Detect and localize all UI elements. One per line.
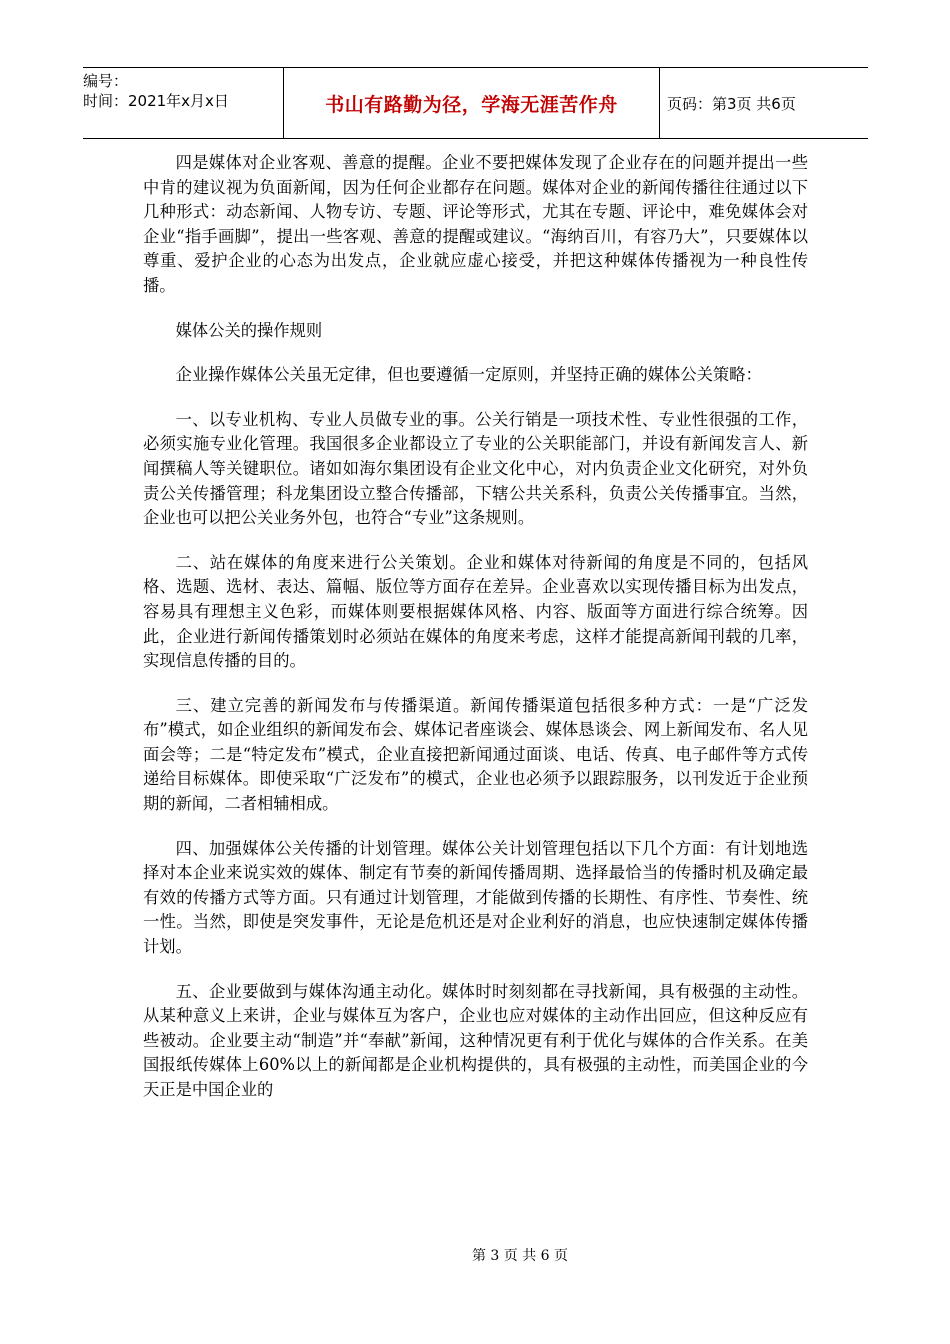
- paragraph-rule-3: 三、建立完善的新闻发布与传播渠道。新闻传播渠道包括很多种方式：一是“广泛发布”模式，如企业组织的新闻发布会、媒体记者座谈会、媒体恳谈会、网上新闻发布、名人见面会等；二是“特定发布”模式，企业直接把新闻通过面谈、电话、传真、电子邮件等方式传递给目标媒体。即使采取“广泛发布”的模式，企业也必须予以跟踪服务，以刊发近于企业预期的新闻，二者相辅相成。: [143, 695, 808, 814]
- paragraph-rule-4: 四、加强媒体公关传播的计划管理。媒体公关计划管理包括以下几个方面：有计划地选择对本企业来说实效的媒体、制定有节奏的新闻传播周期、选择最恰当的传播时机及确定最有效的传播方式等方面。只有通过计划管理，才能做到传播的长期性、有序性、节奏性、统一性。当然，即使是突发事件，无论是危机还是对企业利好的消息，也应快速制定媒体传播计划。: [143, 838, 808, 957]
- paragraph-rule-5: 五、企业要做到与媒体沟通主动化。媒体时时刻刻都在寻找新闻，具有极强的主动性。从某种意义上来讲，企业与媒体互为客户，企业也应对媒体的主动作出回应，但这种反应有些被动。企业要主动“制造”并“奉献”新闻，这种情况更有利于优化与媒体的合作关系。在美国报纸传媒体上60%以上的新闻都是企业机构提供的，具有极强的主动性，而美国企业的今天正是中国企业的: [143, 981, 808, 1099]
- header-meta: [83, 68, 283, 138]
- header-motto: 书山有路勤为径，学海无涯苦作舟: [283, 68, 660, 138]
- paragraph-intro: 企业操作媒体公关虽无定律，但也要遵循一定原则，并坚持正确的媒体公关策略：: [175, 365, 762, 385]
- paragraph-rule-2: 二、站在媒体的角度来进行公关策划。企业和媒体对待新闻的角度是不同的，包括风格、选题、选材、表达、篇幅、版位等方面存在差异。企业喜欢以实现传播目标为出发点，容易具有理想主义色彩，而媒体则要根据媒体风格、内容、版面等方面进行综合统筹。因此，企业进行新闻传播策划时必须站在媒体的角度来考虑，这样才能提高新闻刊载的几率，实现信息传播的目的。: [143, 552, 808, 671]
- page-footer: 第 3 页 共 6 页: [471, 1248, 569, 1264]
- document-date-label: 时间：2021年x月x日: [83, 92, 229, 110]
- paragraph-rule-1: 一、以专业机构、专业人员做专业的事。公关行销是一项技术性、专业性很强的工作，必须实施专业化管理。我国很多企业都设立了专业的公关职能部门，并设有新闻发言人、新闻撰稿人等关键职位。诸如如海尔集团设有企业文化中心，对内负责企业文化研究，对外负责公关传播管理；科龙集团设立整合传播部，下辖公共关系科，负责公关传播事宜。当然，企业也可以把公关业务外包，也符合“专业”这条规则。: [143, 409, 808, 528]
- page-header: [83, 67, 868, 139]
- document-number-label: 编号：: [83, 72, 129, 90]
- header-page-number: 页码：第3页 共6页: [667, 94, 796, 113]
- paragraph-media-reminder: 四是媒体对企业客观、善意的提醒。企业不要把媒体发现了企业存在的问题并提出一些中肯的建议视为负面新闻，因为任何企业都存在问题。媒体对企业的新闻传播往往通过以下几种形式：动态新闻、人物专访、专题、评论等形式，尤其在专题、评论中，难免媒体会对企业“指手画脚”，提出一些客观、善意的提醒或建议。“海纳百川，有容乃大”，只要媒体以尊重、爱护企业的心态为出发点，企业就应虚心接受，并把这种媒体传播视为一种良性传播。: [143, 153, 808, 295]
- document-body: [143, 151, 808, 1123]
- section-heading: 媒体公关的操作规则: [175, 320, 323, 340]
